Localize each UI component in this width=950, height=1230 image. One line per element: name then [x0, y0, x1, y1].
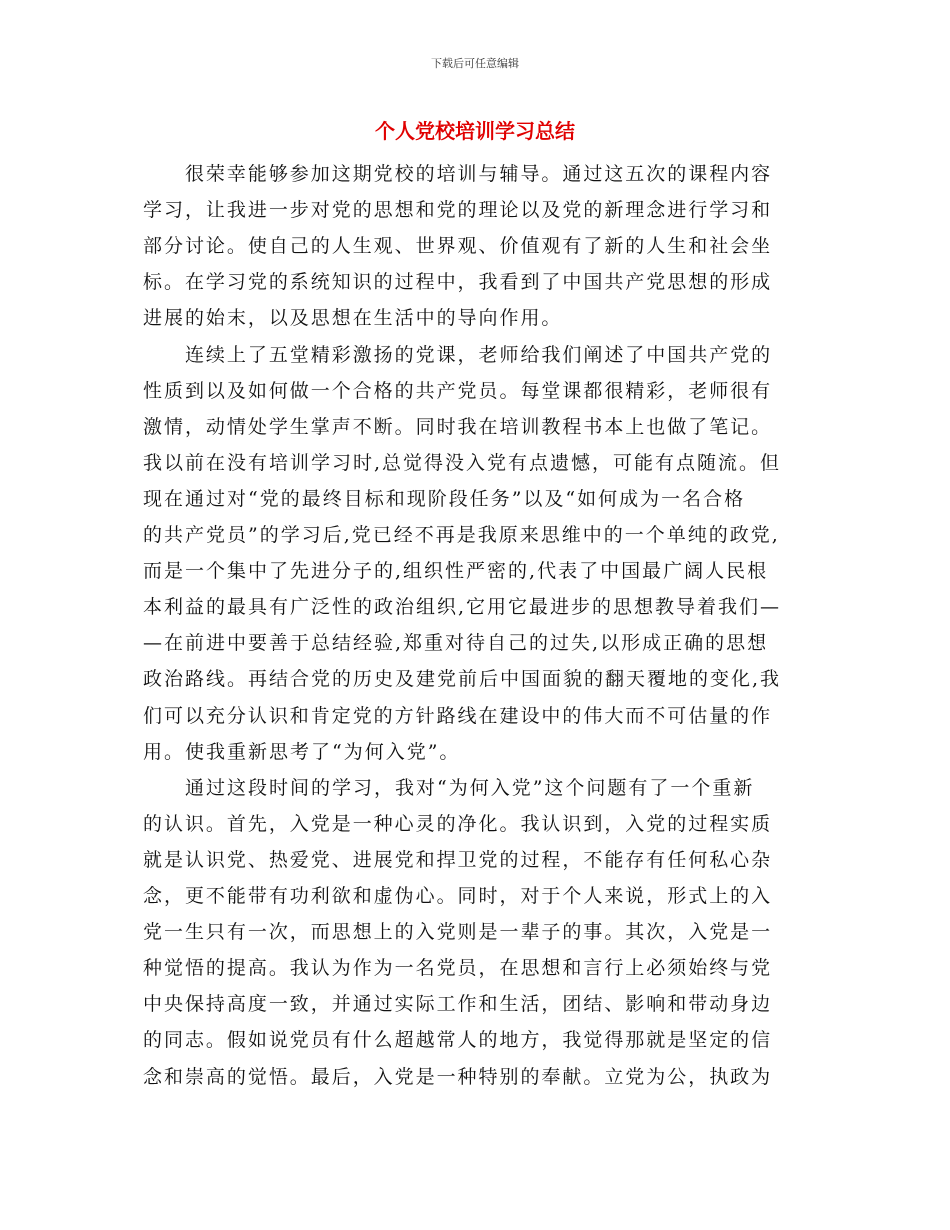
body-line: 的共产党员”的学习后,党已经不再是我原来思维中的一个单纯的政党,: [143, 524, 780, 546]
body-line: 用。使我重新思考了“为何入党”。: [143, 740, 461, 763]
body-line: 的同志。假如说党员有什么超越常人的地方，我觉得那就是坚定的信: [143, 1029, 773, 1052]
body-line: 部分讨论。使自己的人生观、世界观、价值观有了新的人生和社会坐: [143, 235, 773, 258]
body-line: 本利益的最具有广泛性的政治组织,它用它最进步的思想教导着我们—: [143, 596, 782, 619]
body-line: 种觉悟的提高。我认为作为一名党员，在思想和言行上必须始终与党: [143, 957, 773, 980]
body-line: 就是认识党、热爱党、进展党和捍卫党的过程，不能存有任何私心杂: [143, 848, 773, 871]
body-line: 通过这段时间的学习，我对“为何入党”这个问题有了一个重新: [143, 776, 755, 799]
body-line: 很荣幸能够参加这期党校的培训与辅导。通过这五次的课程内容: [143, 163, 773, 185]
page-header: 下载后可任意编辑: [431, 57, 519, 70]
body-line: 学习，让我进一步对党的思想和党的理论以及党的新理念进行学习和: [143, 199, 773, 222]
body-line: 进展的始末，以及思想在生活中的导向作用。: [143, 307, 563, 330]
body-line: —在前进中要善于总结经验,郑重对待自己的过失,以形成正确的思想: [143, 632, 769, 655]
body-line: 念和崇高的觉悟。最后，入党是一种特别的奉献。立党为公，执政为: [143, 1065, 773, 1088]
body-line: 的认识。首先，入党是一种心灵的净化。我认识到，入党的过程实质: [143, 812, 773, 835]
body-line: 念，更不能带有功利欲和虚伪心。同时，对于个人来说，形式上的入: [143, 885, 773, 907]
body-line: 我以前在没有培训学习时,总觉得没入党有点遗憾，可能有点随流。但: [143, 451, 782, 474]
body-line: 激情，动情处学生掌声不断。同时我在培训教程书本上也做了笔记。: [143, 415, 773, 438]
body-line: 而是一个集中了先进分子的,组织性严密的,代表了中国最广阔人民根: [143, 560, 769, 583]
document-title: 个人党校培训学习总结: [375, 119, 575, 143]
body-line: 连续上了五堂精彩激扬的党课，老师给我们阐述了中国共产党的: [143, 343, 773, 366]
body-line: 政治路线。再结合党的历史及建党前后中国面貌的翻天覆地的变化,我: [143, 668, 782, 691]
body-line: 性质到以及如何做一个合格的共产党员。每堂课都很精彩，老师很有: [143, 379, 773, 402]
body-line: 们可以充分认识和肯定党的方针路线在建设中的伟大而不可估量的作: [143, 704, 773, 727]
body-line: 中央保持高度一致，并通过实际工作和生活，团结、影响和带动身边: [143, 993, 773, 1016]
body-line: 现在通过对“党的最终目标和现阶段任务”以及“如何成为一名合格: [143, 487, 746, 510]
body-line: 标。在学习党的系统知识的过程中，我看到了中国共产党思想的形成: [143, 271, 773, 294]
body-line: 党一生只有一次，而思想上的入党则是一辈子的事。其次，入党是一: [143, 921, 773, 944]
